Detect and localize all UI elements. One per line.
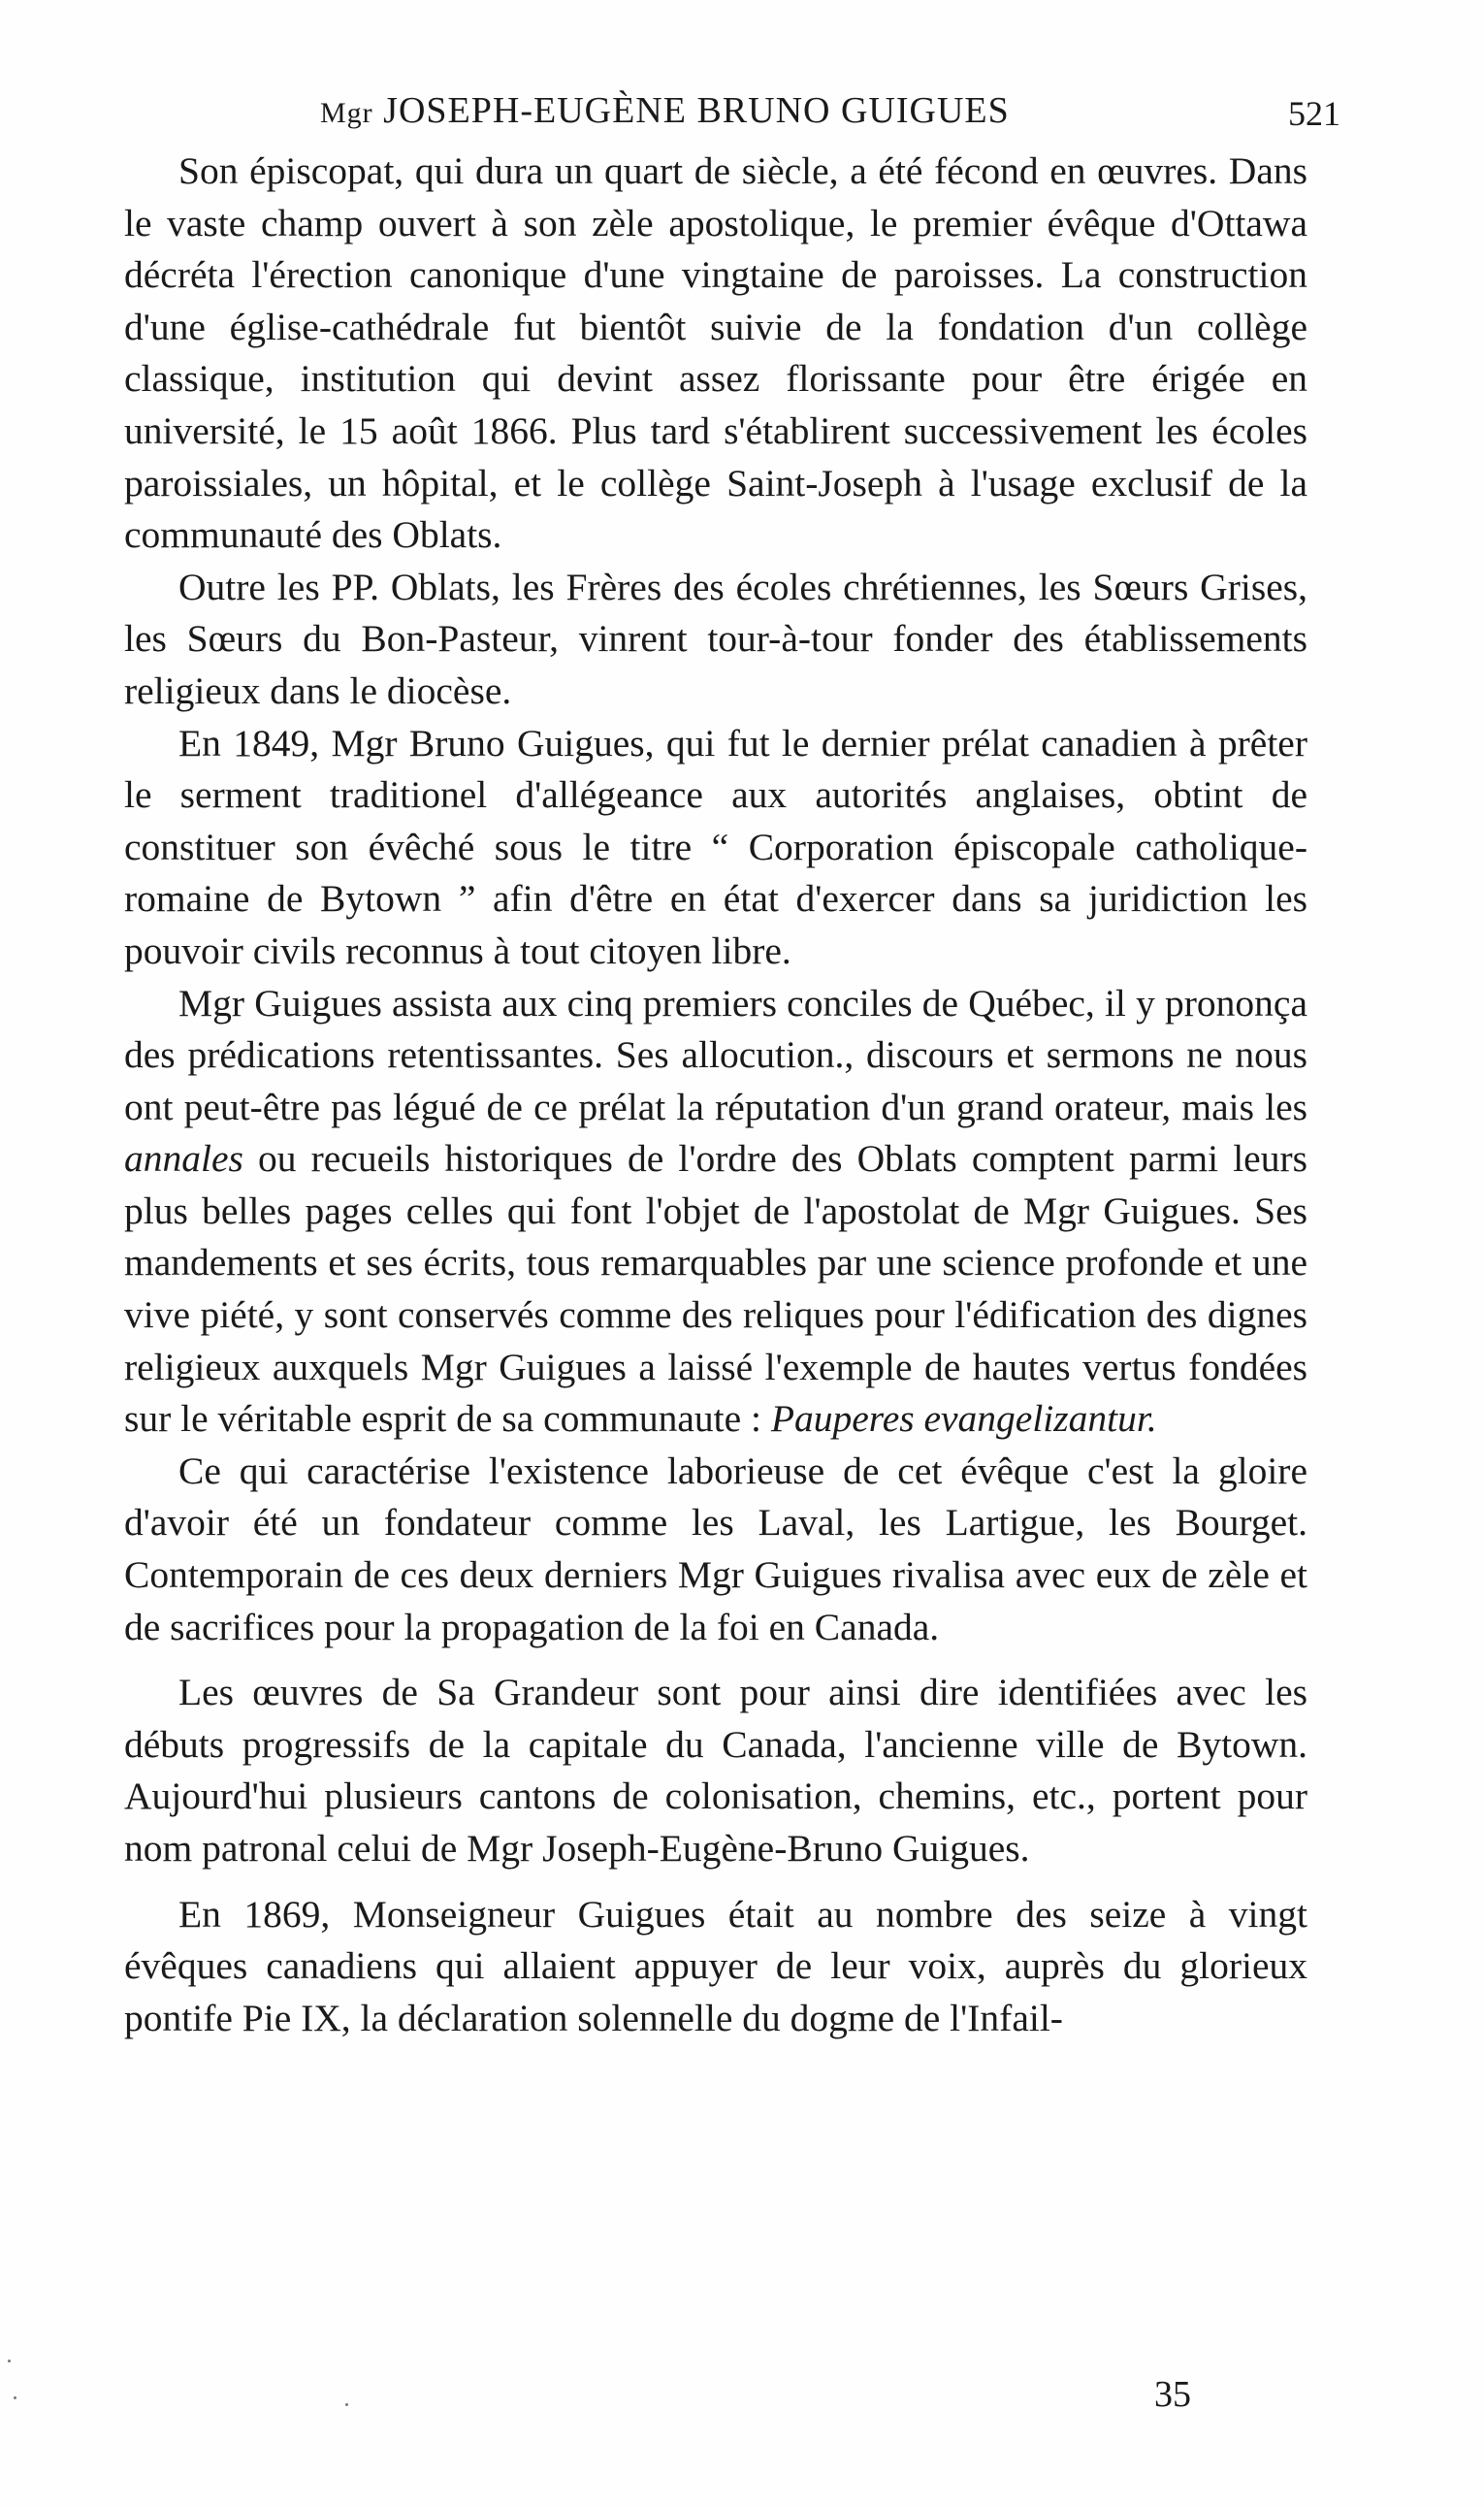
paragraph-1849-corporation: En 1849, Mgr Bruno Guigues, qui fut le dernier prélat canadien à prêter le serment traditionel d'allégeance aux autorités anglaises, obtint de constituer son évêché sous le titre “ Corporation épiscopale catholique-romaine de Bytown ” afin d'être en état d'exercer dans sa juridiction les pouvoir civils reconnus à tout citoyen libre.	[124, 721, 1307, 972]
page-number: 521	[1288, 94, 1340, 133]
running-head-prefix: Mgr	[320, 97, 373, 129]
paragraph-founder: Ce qui caractérise l'existence laborieuse de cet évêque c'est la gloire d'avoir été un fondateur comme les Laval, les Lartigue, les Bourget. Contemporain de ces deux derniers Mgr Guigues rivalisa avec eux de zèle et de sacrifices pour la propagation de la foi en Canada.	[124, 1449, 1307, 1648]
paragraph-bytown: Les œuvres de Sa Grandeur sont pour ainsi dire identifiées avec les débuts progressifs de la capitale du Canada, l'ancienne ville de Bytown. Aujourd'hui plusieurs cantons de colonisation, chemins, etc., portent pour nom patronal celui de Mgr Joseph-Eugène-Bruno Guigues.	[124, 1671, 1307, 1870]
printer-signature-mark: 35	[1154, 2374, 1191, 2415]
body-text	[124, 146, 1307, 2044]
paragraph-religious-orders: Outre les PP. Oblats, les Frères des écoles chrétiennes, les Sœurs Grises, les Sœurs du Bon-Pasteur, vinrent tour-à-tour fonder des établissements religieux dans le diocèse.	[124, 565, 1307, 712]
paragraph-councils-continuation: ou recueils historiques de l'ordre des Oblats comptent parmi leurs plus belles pages celles qui font l'objet de l'apostolat de Mgr Guigues. Ses mandements et ses écrits, tous remarquables par une science profonde et une vive piété, y sont conservés comme des reliques pour l'édification des dignes religieux auxquels Mgr Guigues a laissé l'exemple de hautes vertus fondées sur le véritable esprit de sa communaute :	[124, 1137, 1307, 1441]
paragraph-councils-writings	[124, 978, 1307, 1446]
annales-italic: annales	[124, 1137, 243, 1181]
running-head	[320, 89, 1010, 132]
scan-speck	[345, 2403, 348, 2406]
motto-italic: Pauperes evangelizantur.	[770, 1397, 1157, 1441]
scan-speck	[8, 2360, 11, 2362]
scan-speck	[14, 2396, 16, 2399]
paragraph-1869-council: En 1869, Monseigneur Guigues était au nombre des seize à vingt évêques canadiens qui allaient appuyer de leur voix, auprès du glorieux pontife Pie IX, la déclaration solennelle du dogme de l'Infail-	[124, 1892, 1307, 2039]
running-head-title: JOSEPH-EUGÈNE BRUNO GUIGUES	[383, 90, 1010, 131]
paragraph-episcopate: Son épiscopat, qui dura un quart de siècle, a été fécond en œuvres. Dans le vaste champ ouvert à son zèle apostolique, le premier évêque d'Ottawa décréta l'érection canonique d'une vingtaine de paroisses. La construction d'une église-cathédrale fut bientôt suivie de la fondation d'un collège classique, institution qui devint assez florissante pour être érigée en université, le 15 août 1866. Plus tard s'établirent successivement les écoles paroissiales, un hôpital, et le collège Saint-Joseph à l'usage exclusif de la communauté des Oblats.	[124, 149, 1307, 557]
paragraph-councils-text: Mgr Guigues assista aux cinq premiers conciles de Québec, il y prononça des prédications retentissantes. Ses allocution., discours et sermons ne nous ont peut-être pas légué de ce prélat la réputation d'un grand orateur, mais les	[124, 981, 1307, 1128]
